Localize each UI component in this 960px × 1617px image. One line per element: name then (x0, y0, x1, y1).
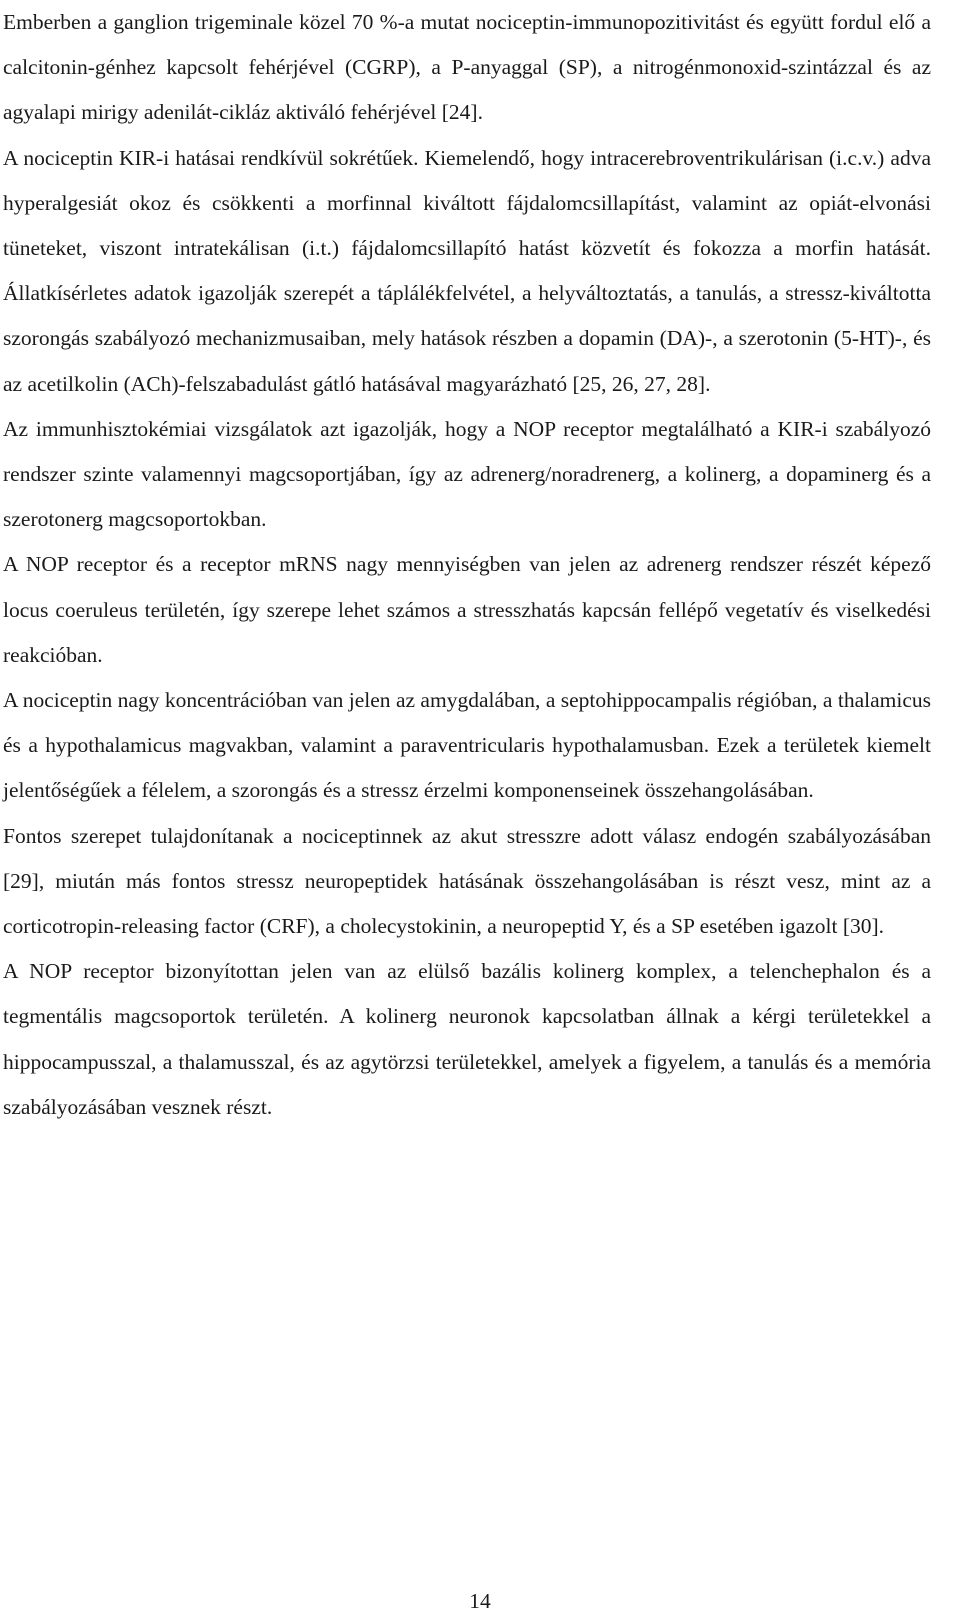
paragraph-nop-receptor-locus-coeruleus: A NOP receptor és a receptor mRNS nagy mennyiségben van jelen az adrenerg rendszer részét képező locus coeruleus területén, így szerepe lehet számos a stresszhatás kapcsán fellépő vegetatív és viselkedési reakcióban. (3, 552, 931, 667)
paragraph-immunhisztokemiai: Az immunhisztokémiai vizsgálatok azt igazolják, hogy a NOP receptor megtalálható a KIR-i szabályozó rendszer szinte valamennyi magcsoportjában, így az adrenerg/noradrenerg, a kolinerg, a dopaminerg és a szerotonerg magcsoportokban. (3, 416, 931, 532)
paragraph-nociceptin-kir-hatasai: A nociceptin KIR-i hatásai rendkívül sokrétűek. Kiemelendő, hogy intracerebroventrikulárisan (i.c.v.) adva hyperalgesiát okoz és csökkenti a morfinnal kiváltott fájdalomcsillapítást, valamint az opiát-elvonási tüneteket, viszont intratekálisan (i.t.) fájdalomcsillapító hatást közvetít és fokozza a morfin hatását. Állatkísérletes adatok igazolják szerepét a táplálékfelvétel, a helyváltoztatás, a tanulás, a stressz-kiváltotta szorongás szabályozó mechanizmusaiban, mely hatások részben a dopamin (DA)-, a szerotonin (5-HT)-, és az acetilkolin (ACh)-felszabadulást gátló hatásával magyarázható [25, 26, 27, 28]. (3, 145, 931, 396)
page-number: 14 (469, 1589, 491, 1613)
paragraph-kolinerg-komplex: A NOP receptor bizonyítottan jelen van az elülső bazális kolinerg komplex, a telenchephalon és a tegmentális magcsoportok területén. A kolinerg neuronok kapcsolatban állnak a kérgi területekkel a hippocampusszal, a thalamusszal, és az agytörzsi területekkel, amelyek a figyelem, a tanulás és a memória szabályozásában vesznek részt. (3, 959, 931, 1119)
paragraph-nociceptin-amygdala: A nociceptin nagy koncentrációban van jelen az amygdalában, a septohippocampalis régióban, a thalamicus és a hypothalamicus magvakban, valamint a paraventricularis hypothalamusban. Ezek a területek kiemelt jelentőségűek a félelem, a szorongás és a stressz érzelmi komponenseinek összehangolásában. (3, 688, 931, 803)
paragraph-ganglion-trigeminale: Emberben a ganglion trigeminale közel 70 %-a mutat nociceptin-immunopozitivitást és együtt fordul elő a calcitonin-génhez kapcsolt fehérjével (CGRP), a P-anyaggal (SP), a nitrogénmonoxid-szintázzal és az agyalapi mirigy adenilát-cikláz aktiváló fehérjével [24]. (3, 10, 931, 125)
paragraph-akut-stressz: Fontos szerepet tulajdonítanak a nociceptinnek az akut stresszre adott válasz endogén szabályozásában [29], miután más fontos stressz neuropeptidek hatásának összehangolásában is részt vesz, mint az a corticotropin-releasing factor (CRF), a cholecystokinin, a neuropeptid Y, és a SP esetében igazolt [30]. (3, 823, 931, 939)
document-body (3, 0, 931, 1130)
